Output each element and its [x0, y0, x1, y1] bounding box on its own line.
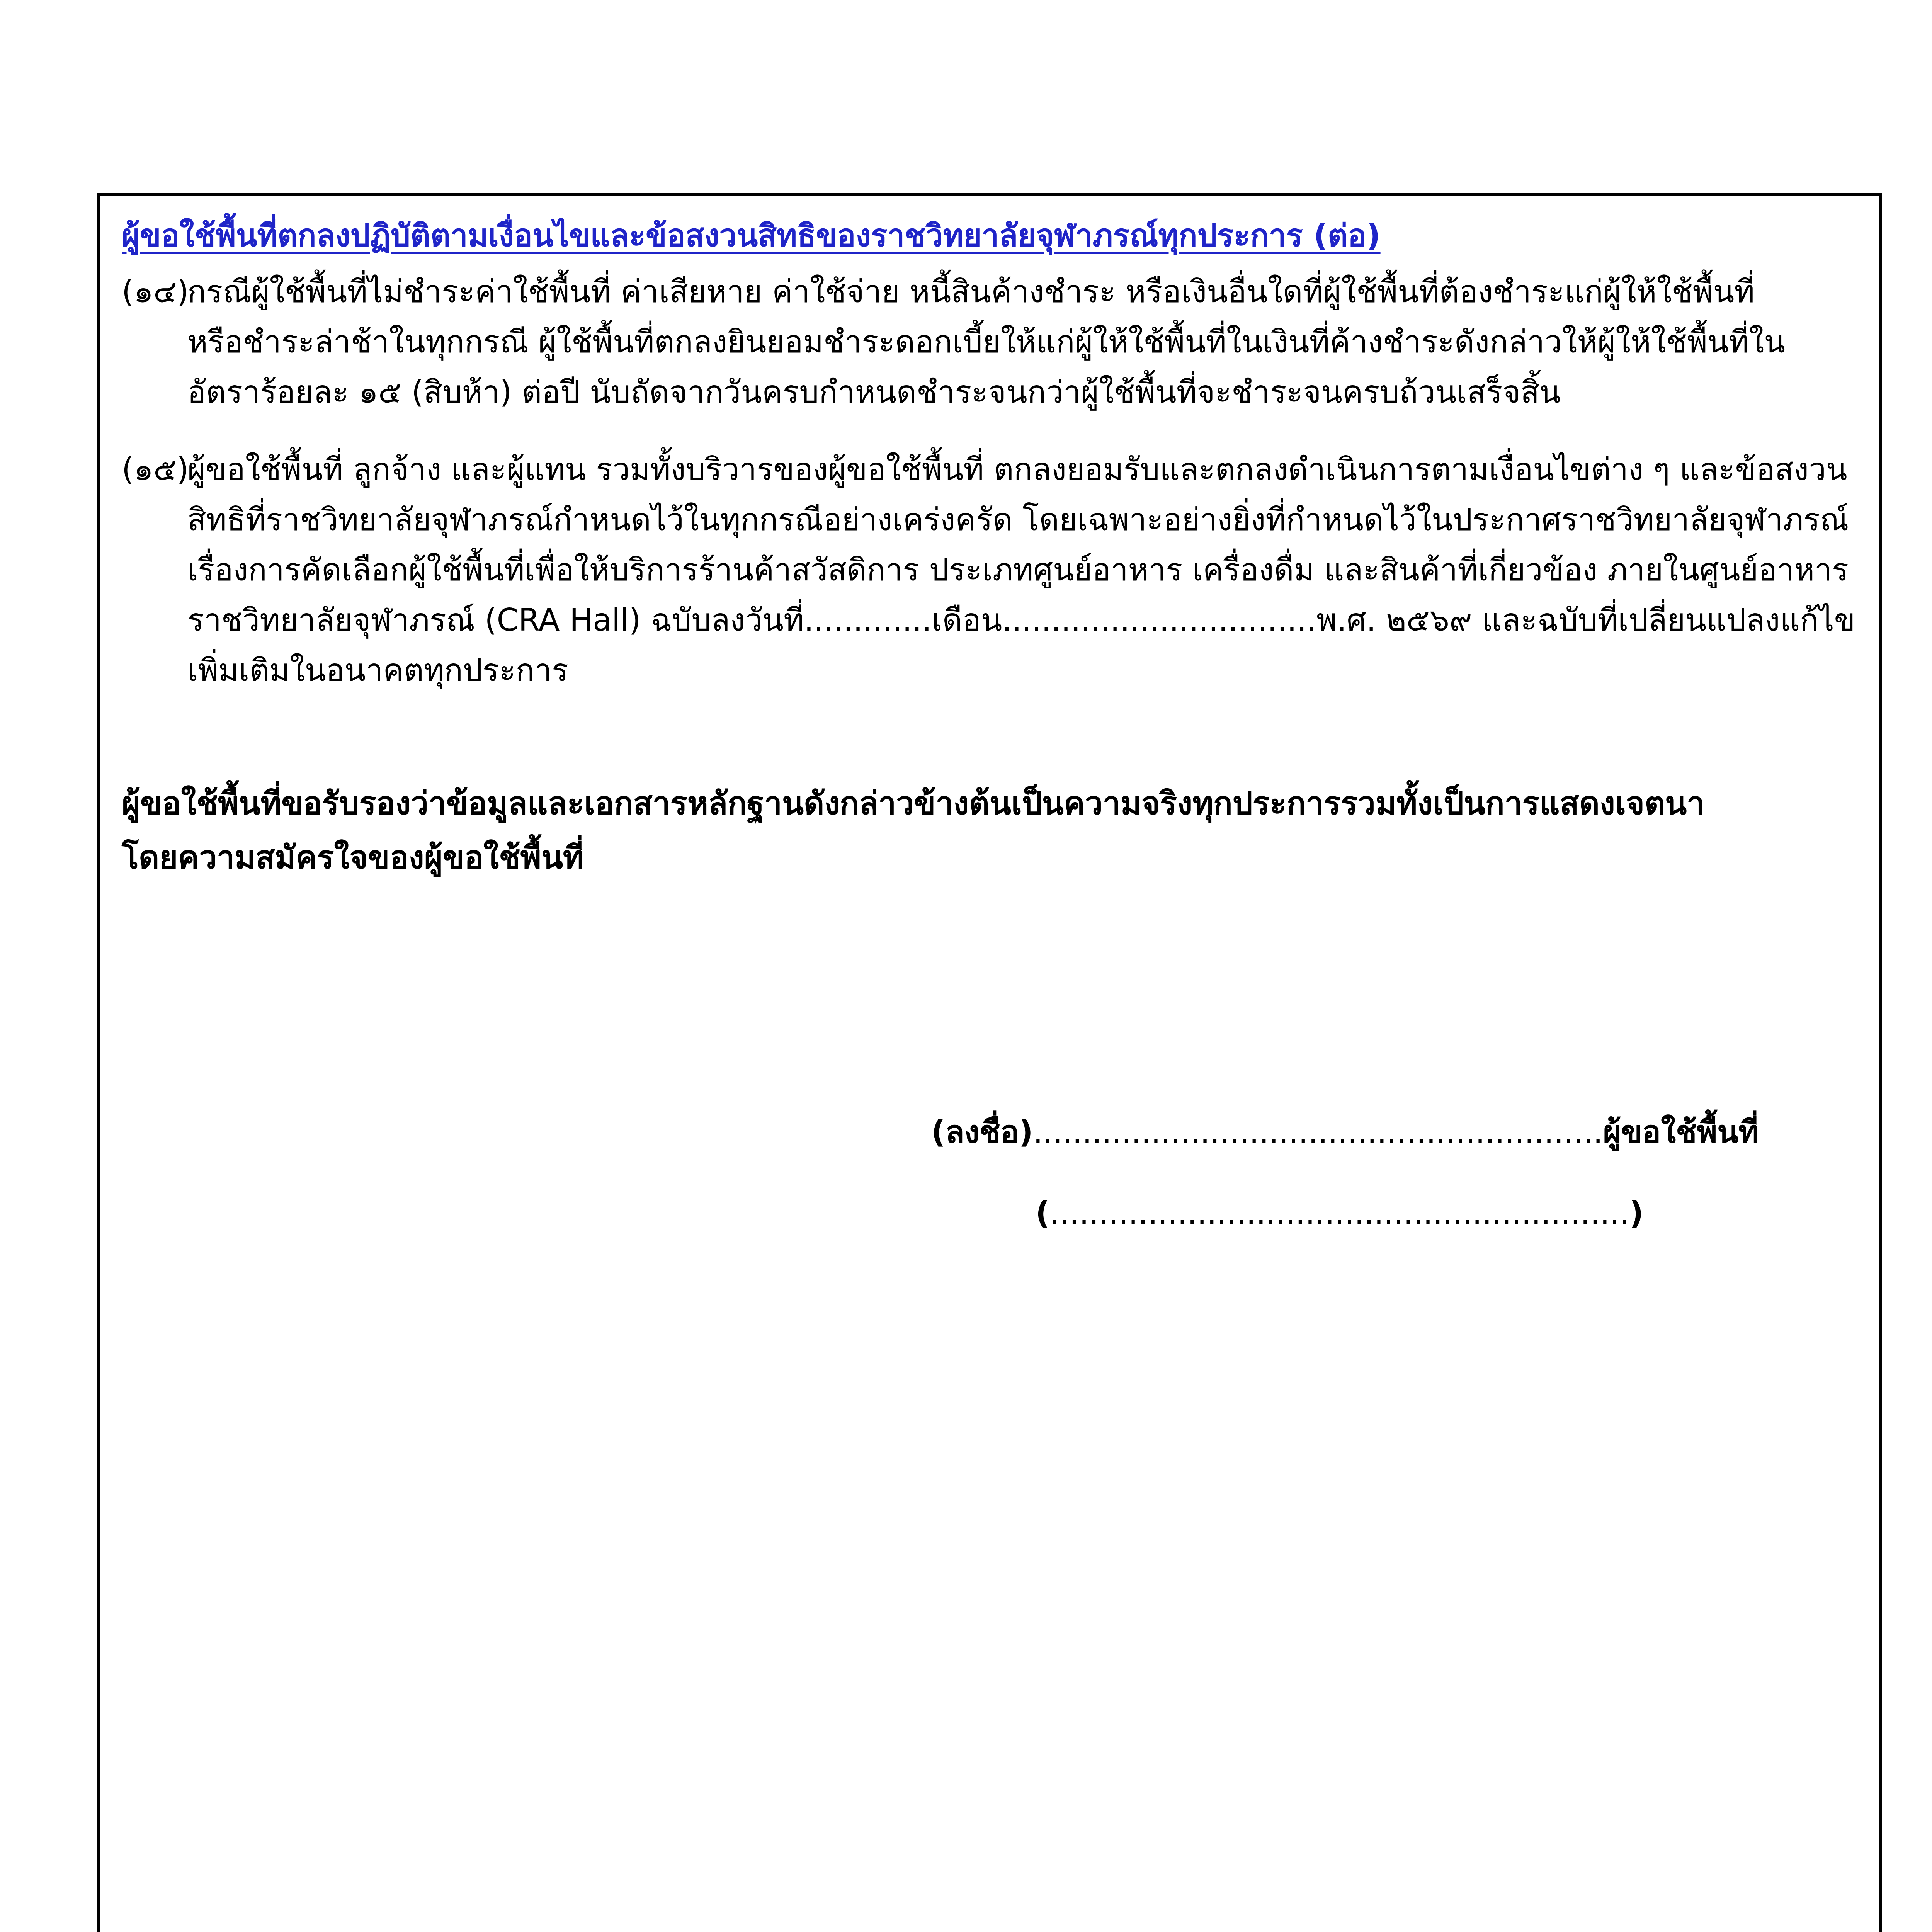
clause-line: สิทธิที่ราชวิทยาลัยจุฬาภรณ์กำหนดไว้ในทุกกรณีอย่างเคร่งครัด โดยเฉพาะอย่างยิ่งที่กำหนดไว้ในประกาศราชวิทยาลัยจุฬาภรณ์ [187, 502, 1849, 537]
signature-suffix: ผู้ขอใช้พื้นที่ [1603, 1114, 1759, 1150]
clause-line: เพิ่มเติมในอนาคตทุกประการ [187, 652, 568, 688]
section-heading [122, 213, 1381, 259]
printed-name-field[interactable]: ........................................................... [1049, 1195, 1629, 1231]
clause-15 [122, 444, 1861, 696]
clause-line [122, 444, 1861, 495]
certification-line: ผู้ขอใช้พื้นที่ขอรับรองว่าข้อมูลและเอกสารหลักฐานดังกล่าวข้างต้นเป็นความจริงทุกประการรวมทั้งเป็นการแสดงเจตนา [122, 785, 1705, 822]
clause-line: หรือชำระล่าช้าในทุกกรณี ผู้ใช้พื้นที่ตกลงยินยอมชำระดอกเบี้ยให้แก่ผู้ให้ใช้พื้นที่ในเงินที่ค้างชำระดังกล่าวให้ผู้ให้ใช้พื้นที่ใน [187, 324, 1785, 360]
signature-line [931, 1109, 1759, 1155]
clause-number: (๑๔) [122, 274, 189, 310]
certification-statement [122, 777, 1861, 885]
certification-line: โดยความสมัครใจของผู้ขอใช้พื้นที่ [122, 839, 584, 876]
printed-name-line [1036, 1190, 1643, 1236]
name-open-paren: ( [1036, 1195, 1050, 1231]
section-heading-link[interactable]: ผู้ขอใช้พื้นที่ตกลงปฏิบัติตามเงื่อนไขและข้อสงวนสิทธิของราชวิทยาลัยจุฬาภรณ์ทุกประการ (ต่อ) [122, 218, 1381, 253]
clause-number: (๑๕) [122, 451, 189, 487]
clause-line: ราชวิทยาลัยจุฬาภรณ์ (CRA Hall) ฉบับลงวันที่.............เดือน................................พ.ศ. ๒๕๖๙ และฉบับที่เปลี่ยนแปลงแก้ไข [187, 602, 1855, 638]
clause-14 [122, 267, 1861, 417]
name-close-paren: ) [1629, 1195, 1644, 1231]
signature-field[interactable]: .......................................................... [1033, 1114, 1603, 1150]
clause-line: เรื่องการคัดเลือกผู้ใช้พื้นที่เพื่อให้บริการร้านค้าสวัสดิการ ประเภทศูนย์อาหาร เครื่องดื่ม และสินค้าที่เกี่ยวข้อง ภายในศูนย์อาหาร [187, 552, 1849, 588]
clause-text: ผู้ขอใช้พื้นที่ ลูกจ้าง และผู้แทน รวมทั้งบริวารของผู้ขอใช้พื้นที่ ตกลงยอมรับและตกลงดำเนินการตามเงื่อนไขต่าง ๆ และข้อสงวน [187, 451, 1847, 487]
clause-text: กรณีผู้ใช้พื้นที่ไม่ชำระค่าใช้พื้นที่ ค่าเสียหาย ค่าใช้จ่าย หนี้สินค้างชำระ หรือเงินอื่นใดที่ผู้ใช้พื้นที่ต้องชำระแก่ผู้ให้ใช้พื้นที่ [187, 274, 1755, 310]
signature-prefix: (ลงชื่อ) [931, 1114, 1033, 1150]
clause-line [122, 267, 1861, 317]
clause-line: อัตราร้อยละ ๑๕ (สิบห้า) ต่อปี นับถัดจากวันครบกำหนดชำระจนกว่าผู้ใช้พื้นที่จะชำระจนครบถ้วนเสร็จสิ้น [187, 374, 1561, 410]
